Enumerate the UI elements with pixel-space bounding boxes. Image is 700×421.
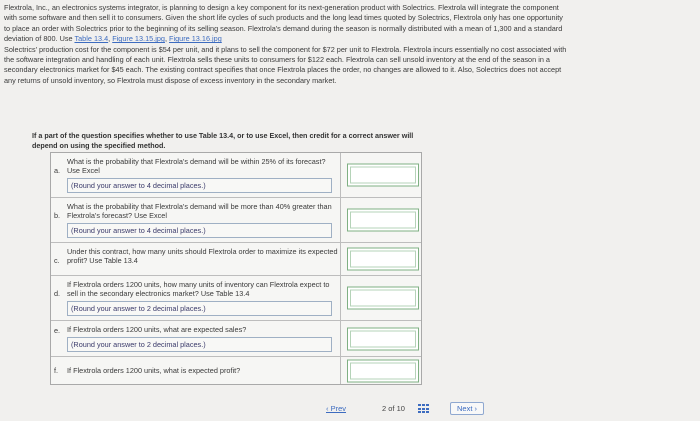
prev-button[interactable]: ‹ Prev xyxy=(326,404,347,413)
question-cell xyxy=(51,276,341,320)
figure-13-15-link[interactable]: Figure 13.15.jpg xyxy=(112,34,165,44)
answer-input-a[interactable] xyxy=(347,164,419,187)
answer-input-e[interactable] xyxy=(347,327,419,350)
question-text: Under this contract, how many units should Flextrola order to maximize its expected profit? Use Table 13.4 xyxy=(67,247,338,265)
question-cell xyxy=(51,321,341,356)
next-button[interactable]: Next › xyxy=(450,402,484,415)
question-letter: a. xyxy=(54,166,61,175)
question-text: If Flextrola orders 1200 units, how many units of inventory can Flextrola expect to sell in the secondary electronics market? Use Table 13.4 xyxy=(67,280,330,298)
question-row-a xyxy=(51,153,421,198)
rounding-hint: (Round your answer to 4 decimal places.) xyxy=(67,178,332,193)
question-text: What is the probability that Flextrola's demand will be more than 40% greater than Flextrola's forecast? Use Excel xyxy=(67,202,332,220)
question-letter: d. xyxy=(54,289,61,298)
figure-13-16-link[interactable]: Figure 13.16.jpg xyxy=(169,34,222,44)
question-text: If Flextrola orders 1200 units, what is expected profit? xyxy=(67,366,241,375)
question-row-b xyxy=(51,198,421,243)
pagination-bar xyxy=(0,404,700,418)
question-cell xyxy=(51,243,341,275)
table-13-4-link[interactable]: Table 13.4 xyxy=(74,34,109,44)
problem-description: Flextrola, Inc., an electronics systems integrator, is planning to design a key component for its next-generation product with Solectrics. Flextrola will integrate the component with some software and then sell it to consumers. Given the short life cycles of such products and the long lead times quoted by Solectrics, Flextrola only has one opportunity to place an order with Solectrics prior to the beginning of its selling season. Flextrola's demand during the season is normally distributed with a mean of 1,300 and a standard deviation of 800. Use Table 13.4, Figure 13.15.jpg, Figure 13.16.jpg Solectrics' production cost for the component is $54 per unit, and it plans to sell the component for $72 per unit to Flextrola. Flextrola incurs essentially no cost associated with the software integration and handling of each unit. Flextrola sells these units to consumers for $122 each. Flextrola can sell unsold inventory at the end of the season in a secondary electronics market for $45 each. The existing contract specifies that once Flextrola places the order, no changes are allowed to it. Also, Solectrics does not accept any returns of unsold inventory, so Flextrola must dispose of excess inventory in the secondary market. xyxy=(4,3,567,85)
grid-icon[interactable] xyxy=(418,404,428,414)
page-indicator: 2 of 10 xyxy=(382,404,405,413)
intro-text-2: Solectrics' production cost for the component is $54 per unit, and it plans to sell the component for $72 per unit to Flextrola. Flextrola incurs essentially no cost associated with the software integration and handling of each unit. Flextrola sells these units to consumers for $122 each. Flextrola can sell unsold inventory at the end of the season in a secondary electronics market for $45 each. The existing contract specifies that once Flextrola places the order, no changes are allowed to it. Also, Solectrics does not accept any returns of unsold inventory, so Flextrola must dispose of excess inventory in the secondary market. xyxy=(4,44,567,85)
question-cell xyxy=(51,198,341,242)
question-table xyxy=(50,152,422,385)
answer-input-c[interactable] xyxy=(347,248,419,271)
question-letter: b. xyxy=(54,211,61,220)
rounding-hint: (Round your answer to 2 decimal places.) xyxy=(67,301,332,316)
question-letter: e. xyxy=(54,326,61,335)
question-row-f xyxy=(51,357,421,384)
rounding-hint: (Round your answer to 4 decimal places.) xyxy=(67,223,332,238)
rounding-hint: (Round your answer to 2 decimal places.) xyxy=(67,337,332,352)
intro-text-1: Flextrola, Inc., an electronics systems integrator, is planning to design a key component for its next-generation product with Solectrics. Flextrola will integrate the component with some software and then sell it to consumers. Given the short life cycles of such products and the long lead times quoted by Solectrics, Flextrola only has one opportunity to place an order with Solectrics prior to the beginning of its selling season. Flextrola's demand during the season is normally distributed with a mean of 1,300 and a standard deviation of 800. Use xyxy=(4,3,563,44)
question-row-d xyxy=(51,276,421,321)
method-note: If a part of the question specifies whether to use Table 13.4, or to use Excel, then credit for a correct answer will depend on using the specified method. xyxy=(32,131,414,150)
question-row-e xyxy=(51,321,421,357)
question-letter: f. xyxy=(54,366,59,375)
answer-input-b[interactable] xyxy=(347,209,419,232)
answer-input-f[interactable] xyxy=(347,359,419,382)
question-cell xyxy=(51,153,341,197)
question-text: What is the probability that Flextrola's demand will be within 25% of its forecast? Use Excel xyxy=(67,157,326,175)
answer-input-d[interactable] xyxy=(347,287,419,310)
question-text: If Flextrola orders 1200 units, what are expected sales? xyxy=(67,325,247,334)
question-row-c xyxy=(51,243,421,276)
question-letter: c. xyxy=(54,256,60,265)
question-cell xyxy=(51,357,341,384)
